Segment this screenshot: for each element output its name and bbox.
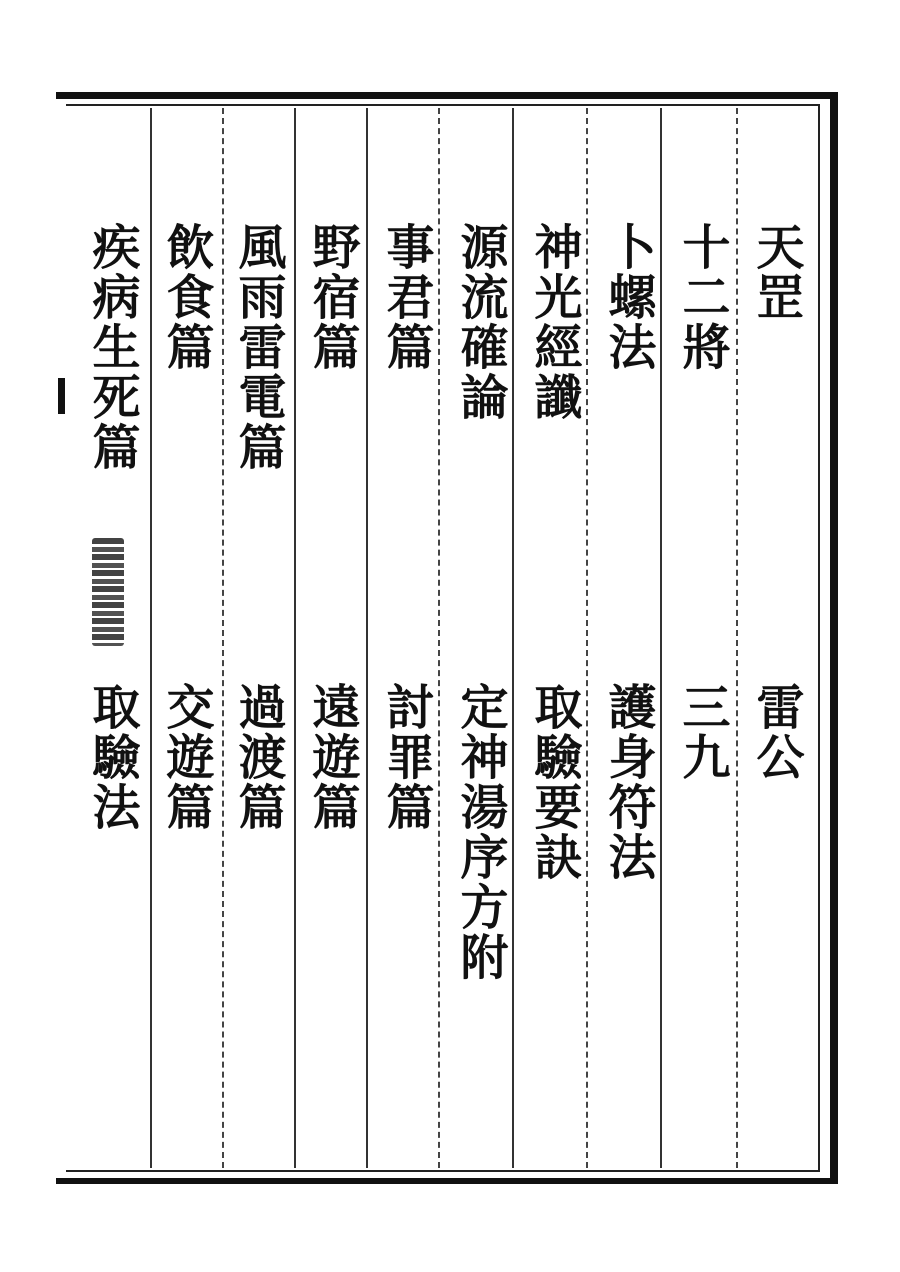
column-divider bbox=[512, 108, 515, 1168]
column-3-bottom-text: 護身符法 bbox=[600, 682, 656, 882]
column-10-top-text: 疾病生死篇 bbox=[84, 222, 140, 472]
column-5-top-text: 源流確論 bbox=[452, 222, 508, 422]
ink-stamp-mark bbox=[92, 538, 124, 646]
column-10-bottom-text: 取驗法 bbox=[84, 682, 140, 832]
column-1-bottom-text: 雷公 bbox=[748, 682, 804, 782]
column-divider bbox=[736, 108, 739, 1168]
column-7-top-text: 野宿篇 bbox=[304, 222, 360, 372]
column-4-top-text: 神光經讖 bbox=[526, 222, 582, 422]
column-3-top-text: 卜螺法 bbox=[600, 222, 656, 372]
column-1-top-text: 天罡 bbox=[748, 222, 804, 322]
column-8-top-text: 風雨雷電篇 bbox=[230, 222, 286, 472]
column-9-top-text: 飲食篇 bbox=[158, 222, 214, 372]
column-divider bbox=[586, 108, 589, 1168]
column-2-top-text: 十二將 bbox=[674, 222, 730, 372]
column-9-bottom-text: 交遊篇 bbox=[158, 682, 214, 832]
column-divider bbox=[150, 108, 153, 1168]
column-5-bottom-text: 定神湯序方附 bbox=[452, 682, 508, 982]
column-6-bottom-text: 討罪篇 bbox=[378, 682, 434, 832]
column-divider bbox=[222, 108, 225, 1168]
column-divider bbox=[438, 108, 441, 1168]
column-7-bottom-text: 遠遊篇 bbox=[304, 682, 360, 832]
binding-mark bbox=[58, 378, 65, 414]
column-2-bottom-text: 三九 bbox=[674, 682, 730, 782]
column-6-top-text: 事君篇 bbox=[378, 222, 434, 372]
column-divider bbox=[660, 108, 663, 1168]
column-divider bbox=[366, 108, 369, 1168]
column-8-bottom-text: 過渡篇 bbox=[230, 682, 286, 832]
column-divider bbox=[294, 108, 297, 1168]
column-4-bottom-text: 取驗要訣 bbox=[526, 682, 582, 882]
